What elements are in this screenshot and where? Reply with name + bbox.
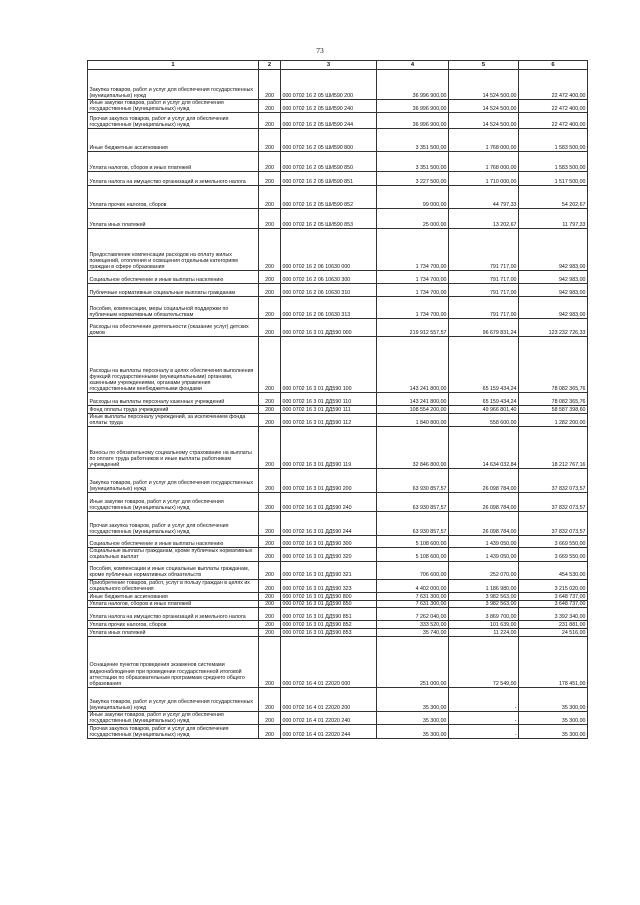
row-name-cell: Иные бюджетные ассигнования [88,592,259,600]
table-row [88,337,588,393]
row-col5-cell: 96 679 831,24 [449,319,519,337]
row-col4-cell: 5 108 600,00 [377,536,449,548]
row-code-cell: 000 0702 16 3 01 ДД590 323 [281,579,377,592]
row-col4-cell: 63 930 857,57 [377,512,449,536]
table-row [88,725,588,739]
row-grbs-cell: 200 [259,271,281,284]
row-col6-cell: 3 648 737,00 [519,592,588,600]
header-cell: 5 [449,61,519,70]
table-row [88,406,588,414]
row-name-cell: Закупка товаров, работ и услуг для обеспечения государственных (муниципальных) нужд [88,469,259,493]
row-code-cell: 000 0702 16 3 01 ДД590 853 [281,628,377,636]
row-code-cell: 000 0702 16 2 06 10630 310 [281,284,377,297]
row-name-cell: Иные закупки товаров, работ и услуг для обеспечения государственных (муниципальных) нужд [88,100,259,113]
row-code-cell: 000 0702 16 2 05 ШИ590 244 [281,113,377,129]
row-code-cell: 000 0702 16 3 01 ДД590 110 [281,393,377,406]
table-row [88,620,588,628]
row-col6-cell: 35 300,00 [519,711,588,724]
row-grbs-cell: 200 [259,636,281,687]
row-col6-cell: 37 832 073,57 [519,469,588,493]
page-number: 73 [316,46,324,55]
row-col4-cell: 333 520,00 [377,620,449,628]
row-col4-cell: 36 996 900,00 [377,70,449,100]
row-col5-cell: 791 717,00 [449,297,519,319]
row-name-cell: Прочая закупка товаров, работ и услуг для обеспечения государственных (муниципальных) нужд [88,113,259,129]
row-code-cell: 000 0702 16 4 01 22020 240 [281,711,377,724]
row-col5-cell: 3 869 700,00 [449,607,519,620]
row-name-cell: Уплата налога на имущество организаций и земельного налога [88,607,259,620]
row-grbs-cell: 200 [259,725,281,739]
table-row [88,172,588,186]
row-col4-cell: 143 241 800,00 [377,393,449,406]
table-row [88,493,588,512]
row-col5-cell: 44 797,33 [449,186,519,209]
row-col6-cell: 18 212 767,16 [519,427,588,469]
row-code-cell: 000 0702 16 4 01 22020 200 [281,687,377,711]
row-name-cell: Расходы на обеспечение деятельности (оказание услуг) детских домов [88,319,259,337]
table-row [88,628,588,636]
row-grbs-cell: 200 [259,536,281,548]
row-grbs-cell: 200 [259,209,281,229]
row-col5-cell: 14 634 032,84 [449,427,519,469]
row-name-cell: Пособия, компенсации, меры социальной поддержки по публичным нормативным обязательствам [88,297,259,319]
row-code-cell: 000 0702 16 2 05 ШИ590 800 [281,129,377,152]
row-col5-cell: - [449,725,519,739]
row-name-cell: Закупка товаров, работ и услуг для обеспечения государственных (муниципальных) нужд [88,687,259,711]
row-grbs-cell: 200 [259,711,281,724]
row-col6-cell: 1 583 500,00 [519,152,588,172]
row-col5-cell: 49 966 801,40 [449,406,519,414]
row-col5-cell: 558 600,00 [449,414,519,427]
row-col6-cell: 54 202,67 [519,186,588,209]
row-col5-cell: 3 982 563,00 [449,592,519,600]
row-code-cell: 000 0702 16 2 05 ШИ590 200 [281,70,377,100]
header-cell: 2 [259,61,281,70]
row-col6-cell: 37 832 073,57 [519,493,588,512]
row-code-cell: 000 0702 16 3 01 ДД590 112 [281,414,377,427]
row-grbs-cell: 200 [259,284,281,297]
row-code-cell: 000 0702 16 3 01 ДД590 111 [281,406,377,414]
row-col6-cell: 942 983,00 [519,297,588,319]
row-col4-cell: 7 262 040,00 [377,607,449,620]
row-name-cell: Оснащение пунктов проведения экзаменов системами видеонаблюдения при проведении государственной итоговой аттестации по образовательным программам среднего общего образования [88,636,259,687]
table-row [88,548,588,561]
header-cell: 6 [519,61,588,70]
row-code-cell: 000 0702 16 2 05 ШИ590 851 [281,172,377,186]
row-col5-cell: 11 224,00 [449,628,519,636]
row-col5-cell: 14 524 500,00 [449,100,519,113]
row-col6-cell: 1 583 500,00 [519,129,588,152]
row-name-cell: Уплата налогов, сборов и иных платежей [88,152,259,172]
budget-table [87,60,588,739]
table-row [88,393,588,406]
row-col5-cell: 26 098 784,00 [449,469,519,493]
table-row [88,186,588,209]
row-grbs-cell: 200 [259,393,281,406]
row-col4-cell: 36 996 900,00 [377,113,449,129]
row-name-cell: Публичные нормативные социальные выплаты гражданам [88,284,259,297]
row-code-cell: 000 0702 16 3 01 ДД590 320 [281,548,377,561]
row-grbs-cell: 200 [259,129,281,152]
row-name-cell: Пособия, компенсации и иные социальные выплаты гражданам, кроме публичных нормативных обязательств [88,561,259,579]
table-row [88,636,588,687]
row-col4-cell: 251 000,00 [377,636,449,687]
row-col4-cell: 63 930 857,57 [377,493,449,512]
table-row [88,229,588,271]
row-col6-cell: 1 517 500,00 [519,172,588,186]
row-col5-cell: 14 524 500,00 [449,113,519,129]
row-code-cell: 000 0702 16 3 01 ДД590 200 [281,469,377,493]
row-col6-cell: 1 282 200,00 [519,414,588,427]
row-col5-cell: 1 768 000,00 [449,129,519,152]
row-col6-cell: 78 082 365,76 [519,337,588,393]
table-row [88,152,588,172]
row-name-cell: Иные выплаты персоналу учреждений, за исключением фонда оплаты труда [88,414,259,427]
row-grbs-cell: 200 [259,70,281,100]
row-grbs-cell: 200 [259,319,281,337]
row-col4-cell: 1 734 700,00 [377,297,449,319]
table-row [88,579,588,592]
row-col4-cell: 706 600,00 [377,561,449,579]
row-col5-cell: 101 639,00 [449,620,519,628]
table-row [88,592,588,600]
row-grbs-cell: 200 [259,100,281,113]
row-col6-cell: 22 472 400,00 [519,70,588,100]
row-col5-cell: 1 186 980,00 [449,579,519,592]
table-row [88,129,588,152]
row-grbs-cell: 200 [259,414,281,427]
row-code-cell: 000 0702 16 2 06 10630 000 [281,229,377,271]
row-col6-cell: 3 392 340,00 [519,607,588,620]
row-col6-cell: 454 530,00 [519,561,588,579]
row-col4-cell: 5 108 600,00 [377,548,449,561]
table-row [88,512,588,536]
row-code-cell: 000 0702 16 3 01 ДД590 850 [281,600,377,607]
row-grbs-cell: 200 [259,229,281,271]
table-row [88,561,588,579]
row-col5-cell: 14 524 500,00 [449,70,519,100]
row-name-cell: Взносы по обязательному социальному страхованию на выплаты по оплате труда работников и иные выплаты работникам учреждений [88,427,259,469]
header-cell: 1 [88,61,259,70]
row-col6-cell: 942 983,00 [519,284,588,297]
row-code-cell: 000 0702 16 3 01 ДД590 852 [281,620,377,628]
row-name-cell: Социальные выплаты гражданам, кроме публичных нормативных социальных выплат [88,548,259,561]
row-col6-cell: 3 669 550,00 [519,536,588,548]
row-col4-cell: 36 996 900,00 [377,100,449,113]
table-row [88,297,588,319]
row-grbs-cell: 200 [259,493,281,512]
row-col6-cell: 22 472 400,00 [519,113,588,129]
row-col4-cell: 25 000,00 [377,209,449,229]
row-col6-cell: 178 451,00 [519,636,588,687]
row-col4-cell: 7 631 300,00 [377,592,449,600]
row-name-cell: Уплата иных платежей [88,628,259,636]
row-grbs-cell: 200 [259,186,281,209]
row-col4-cell: 1 734 700,00 [377,284,449,297]
table-row [88,414,588,427]
row-name-cell: Иные бюджетные ассигнования [88,129,259,152]
table-row [88,711,588,724]
table-row [88,607,588,620]
row-col5-cell: 1 710 000,00 [449,172,519,186]
row-col4-cell: 143 241 800,00 [377,337,449,393]
row-grbs-cell: 200 [259,152,281,172]
row-code-cell: 000 0702 16 4 01 22020 000 [281,636,377,687]
row-code-cell: 000 0702 16 3 01 ДД590 100 [281,337,377,393]
row-col4-cell: 4 402 000,00 [377,579,449,592]
row-name-cell: Прочая закупка товаров, работ и услуг для обеспечения государственных (муниципальных) нужд [88,725,259,739]
table-row [88,100,588,113]
row-name-cell: Расходы на выплаты персоналу в целях обеспечения выполнения функций государственными (муниципальными) органами, казенными учреждениями, органами управления государственными внебюджетными фондами [88,337,259,393]
row-code-cell: 000 0702 16 3 01 ДД590 800 [281,592,377,600]
row-code-cell: 000 0702 16 3 01 ДД590 321 [281,561,377,579]
row-name-cell: Предоставление компенсации расходов на оплату жилых помещений, отопления и освещения отдельным категориям граждан в сфере образования [88,229,259,271]
row-col5-cell: 26 098 784,00 [449,512,519,536]
row-grbs-cell: 200 [259,469,281,493]
table-row [88,536,588,548]
row-code-cell: 000 0702 16 3 01 ДД590 300 [281,536,377,548]
row-col4-cell: 1 840 800,00 [377,414,449,427]
row-name-cell: Иные закупки товаров, работ и услуг для обеспечения государственных (муниципальных) нужд [88,711,259,724]
row-col5-cell: 65 159 434,24 [449,337,519,393]
row-col6-cell: 123 232 726,33 [519,319,588,337]
row-name-cell: Приобретение товаров, работ, услуг в пользу граждан в целях их социального обеспечения [88,579,259,592]
row-col4-cell: 63 930 857,57 [377,469,449,493]
row-grbs-cell: 200 [259,628,281,636]
row-col4-cell: 1 734 700,00 [377,229,449,271]
row-col4-cell: 219 912 557,57 [377,319,449,337]
row-col4-cell: 1 734 700,00 [377,271,449,284]
row-col5-cell: - [449,687,519,711]
row-col5-cell: 65 159 434,24 [449,393,519,406]
row-col6-cell: 3 648 737,00 [519,600,588,607]
row-col6-cell: 35 300,00 [519,725,588,739]
row-grbs-cell: 200 [259,561,281,579]
table-row [88,70,588,100]
row-name-cell: Уплата налогов, сборов и иных платежей [88,600,259,607]
table-row [88,209,588,229]
row-col4-cell: 35 300,00 [377,687,449,711]
table-row [88,284,588,297]
row-col6-cell: 58 587 398,60 [519,406,588,414]
row-code-cell: 000 0702 16 3 01 ДД590 119 [281,427,377,469]
row-grbs-cell: 200 [259,337,281,393]
row-code-cell: 000 0702 16 3 01 ДД590 244 [281,512,377,536]
row-grbs-cell: 200 [259,427,281,469]
row-col6-cell: 37 832 073,57 [519,512,588,536]
row-code-cell: 000 0702 16 2 06 10630 313 [281,297,377,319]
row-col6-cell: 78 082 365,76 [519,393,588,406]
row-name-cell: Уплата налога на имущество организаций и земельного налога [88,172,259,186]
row-name-cell: Уплата прочих налогов, сборов [88,186,259,209]
header-cell: 3 [281,61,377,70]
row-col5-cell: 13 202,67 [449,209,519,229]
row-col5-cell: 72 549,00 [449,636,519,687]
row-name-cell: Фонд оплаты труда учреждений [88,406,259,414]
row-col4-cell: 35 740,00 [377,628,449,636]
table-row [88,427,588,469]
row-code-cell: 000 0702 16 2 05 ШИ590 850 [281,152,377,172]
row-name-cell: Расходы на выплаты персоналу казенных учреждений [88,393,259,406]
row-code-cell: 000 0702 16 2 05 ШИ590 852 [281,186,377,209]
row-code-cell: 000 0702 16 2 06 10630 300 [281,271,377,284]
row-col4-cell: 35 300,00 [377,711,449,724]
row-col5-cell: 1 439 050,00 [449,548,519,561]
row-grbs-cell: 200 [259,687,281,711]
row-col5-cell: 791 717,00 [449,284,519,297]
row-code-cell: 000 0702 16 2 05 ШИ590 853 [281,209,377,229]
row-col4-cell: 7 631 300,00 [377,600,449,607]
row-col5-cell: - [449,711,519,724]
row-col5-cell: 1 768 000,00 [449,152,519,172]
row-grbs-cell: 200 [259,600,281,607]
row-grbs-cell: 200 [259,406,281,414]
row-code-cell: 000 0702 16 3 01 ДД590 240 [281,493,377,512]
row-col5-cell: 3 982 563,00 [449,600,519,607]
table-row [88,113,588,129]
row-col4-cell: 35 300,00 [377,725,449,739]
row-grbs-cell: 200 [259,512,281,536]
row-code-cell: 000 0702 16 4 01 22020 244 [281,725,377,739]
row-grbs-cell: 200 [259,620,281,628]
row-col6-cell: 942 983,00 [519,229,588,271]
row-grbs-cell: 200 [259,607,281,620]
table-row [88,469,588,493]
row-name-cell: Прочая закупка товаров, работ и услуг для обеспечения государственных (муниципальных) нужд [88,512,259,536]
row-col5-cell: 791 717,00 [449,271,519,284]
table-row [88,271,588,284]
row-col4-cell: 3 351 500,00 [377,129,449,152]
row-grbs-cell: 200 [259,297,281,319]
row-name-cell: Уплата иных платежей [88,209,259,229]
row-grbs-cell: 200 [259,592,281,600]
row-col6-cell: 11 797,33 [519,209,588,229]
row-name-cell: Уплата прочих налогов, сборов [88,620,259,628]
row-col4-cell: 3 227 500,00 [377,172,449,186]
header-cell: 4 [377,61,449,70]
row-col4-cell: 32 846 800,00 [377,427,449,469]
row-col6-cell: 3 669 550,00 [519,548,588,561]
row-col6-cell: 35 300,00 [519,687,588,711]
row-name-cell: Социальное обеспечение и иные выплаты населению [88,271,259,284]
row-name-cell: Закупка товаров, работ и услуг для обеспечения государственных (муниципальных) нужд [88,70,259,100]
row-code-cell: 000 0702 16 3 01 ДД590 000 [281,319,377,337]
row-name-cell: Иные закупки товаров, работ и услуг для обеспечения государственных (муниципальных) нужд [88,493,259,512]
row-col4-cell: 3 351 500,00 [377,152,449,172]
row-col6-cell: 231 881,00 [519,620,588,628]
row-col6-cell: 3 215 020,00 [519,579,588,592]
row-col6-cell: 22 472 400,00 [519,100,588,113]
row-col6-cell: 942 983,00 [519,271,588,284]
row-grbs-cell: 200 [259,113,281,129]
row-grbs-cell: 200 [259,548,281,561]
row-col5-cell: 791 717,00 [449,229,519,271]
row-grbs-cell: 200 [259,579,281,592]
row-code-cell: 000 0702 16 2 05 ШИ590 240 [281,100,377,113]
row-col6-cell: 24 516,00 [519,628,588,636]
row-col5-cell: 26 098 784,00 [449,493,519,512]
row-col4-cell: 108 554 200,00 [377,406,449,414]
row-grbs-cell: 200 [259,172,281,186]
table-row [88,600,588,607]
table-header-row [88,61,588,70]
table-row [88,319,588,337]
row-col5-cell: 1 439 050,00 [449,536,519,548]
row-name-cell: Социальное обеспечение и иные выплаты населению [88,536,259,548]
row-code-cell: 000 0702 16 3 01 ДД590 851 [281,607,377,620]
row-col5-cell: 252 070,00 [449,561,519,579]
table-row [88,687,588,711]
row-col4-cell: 99 000,00 [377,186,449,209]
